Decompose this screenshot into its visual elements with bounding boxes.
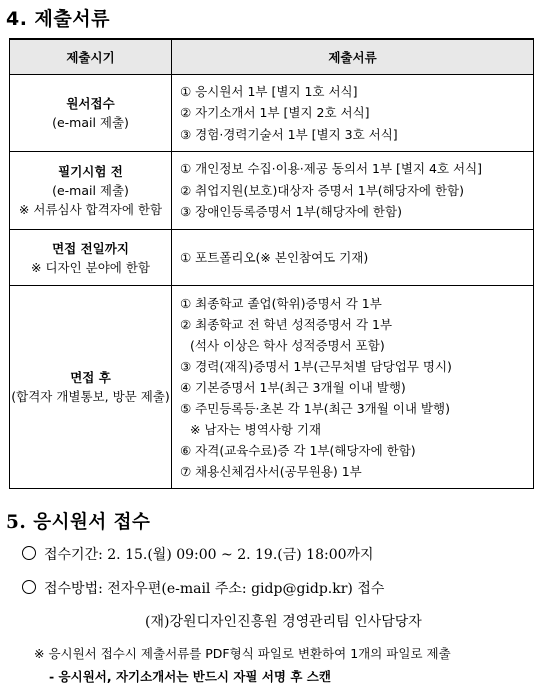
document-item: ③ 경험·경력기술서 1부 [별지 3호 서식] [180, 126, 398, 142]
header-documents: 제출서류 [172, 39, 534, 75]
section-heading-submission-documents: 4. 제출서류 [6, 8, 110, 30]
application-period-line [22, 544, 374, 564]
period-title: 면접 후 [70, 370, 111, 385]
table-row [10, 230, 534, 286]
document-item: ⑤ 주민등록등·초본 각 1부(최근 3개월 이내 발행) [180, 400, 450, 416]
period-note: (합격자 개별통보, 방문 제출) [11, 389, 170, 404]
period-note: (e-mail 제출) [52, 183, 129, 198]
period-cell [10, 152, 172, 230]
documents-cell [172, 152, 534, 230]
period-cell [10, 230, 172, 286]
table-header-row [10, 39, 534, 75]
application-period: 접수기간: 2. 15.(월) 09:00 ~ 2. 19.(금) 18:00까지 [44, 547, 374, 563]
bullet-circle-icon [22, 580, 36, 594]
note-pdf-submission: ※ 응시원서 접수시 제출서류를 PDF형식 파일로 변환하여 1개의 파일로 제출 [34, 646, 451, 661]
document-item: ③ 장애인등록증명서 1부(해당자에 한함) [180, 204, 402, 220]
documents-cell [172, 75, 534, 152]
document-item: ⑦ 채용신체검사서(공무원용) 1부 [180, 463, 362, 479]
document-item: ① 최종학교 졸업(학위)증명서 각 1부 [180, 295, 382, 311]
document-item: ① 응시원서 1부 [별지 1호 서식] [180, 83, 358, 99]
note-signature: - 응시원서, 자기소개서는 반드시 자필 서명 후 스캔 [49, 669, 331, 684]
application-method: 접수방법: 전자우편(e-mail 주소: gidp@gidp.kr) 접수 [44, 581, 385, 597]
period-note: ※ 서류심사 합격자에 한함 [18, 202, 163, 217]
documents-cell [172, 286, 534, 489]
documents-cell [172, 230, 534, 286]
document-item: ② 취업지원(보호)대상자 증명서 1부(해당자에 한함) [180, 182, 464, 198]
table-row [10, 75, 534, 152]
period-note: (e-mail 제출) [52, 115, 129, 130]
document-item: ② 자기소개서 1부 [별지 2호 서식] [180, 105, 370, 121]
period-note: ※ 디자인 분야에 한함 [31, 259, 150, 275]
document-item: ⑥ 자격(교육수료)증 각 1부(해당자에 한함) [180, 442, 416, 458]
document-item: ① 개인정보 수집·이용·제공 동의서 1부 [별지 4호 서식] [180, 161, 483, 177]
period-title: 면접 전일까지 [52, 240, 129, 256]
application-method-line [22, 578, 384, 598]
table-row [10, 152, 534, 230]
period-title: 필기시험 전 [58, 164, 123, 179]
application-contact: (재)강원디자인진흥원 경영관리팀 인사담당자 [145, 614, 422, 630]
period-title: 원서접수 [66, 96, 115, 111]
period-cell [10, 286, 172, 489]
document-item: ④ 기본증명서 1부(최근 3개월 이내 발행) [180, 379, 406, 395]
bullet-circle-icon [22, 546, 36, 560]
document-item: (석사 이상은 학사 성적증명서 포함) [190, 337, 385, 353]
table-row [10, 286, 534, 489]
document-item: ① 포트폴리오(※ 본인참여도 기재) [180, 249, 369, 265]
document-item: ※ 남자는 병역사항 기재 [190, 421, 322, 437]
document-item: ② 최종학교 전 학년 성적증명서 각 1부 [180, 316, 393, 332]
period-cell [10, 75, 172, 152]
section-heading-application: 5. 응시원서 접수 [6, 512, 151, 533]
document-item: ③ 경력(재직)증명서 1부(근무처별 담당업무 명시) [180, 358, 452, 374]
header-period: 제출시기 [10, 39, 172, 75]
submission-documents-table [9, 38, 534, 489]
